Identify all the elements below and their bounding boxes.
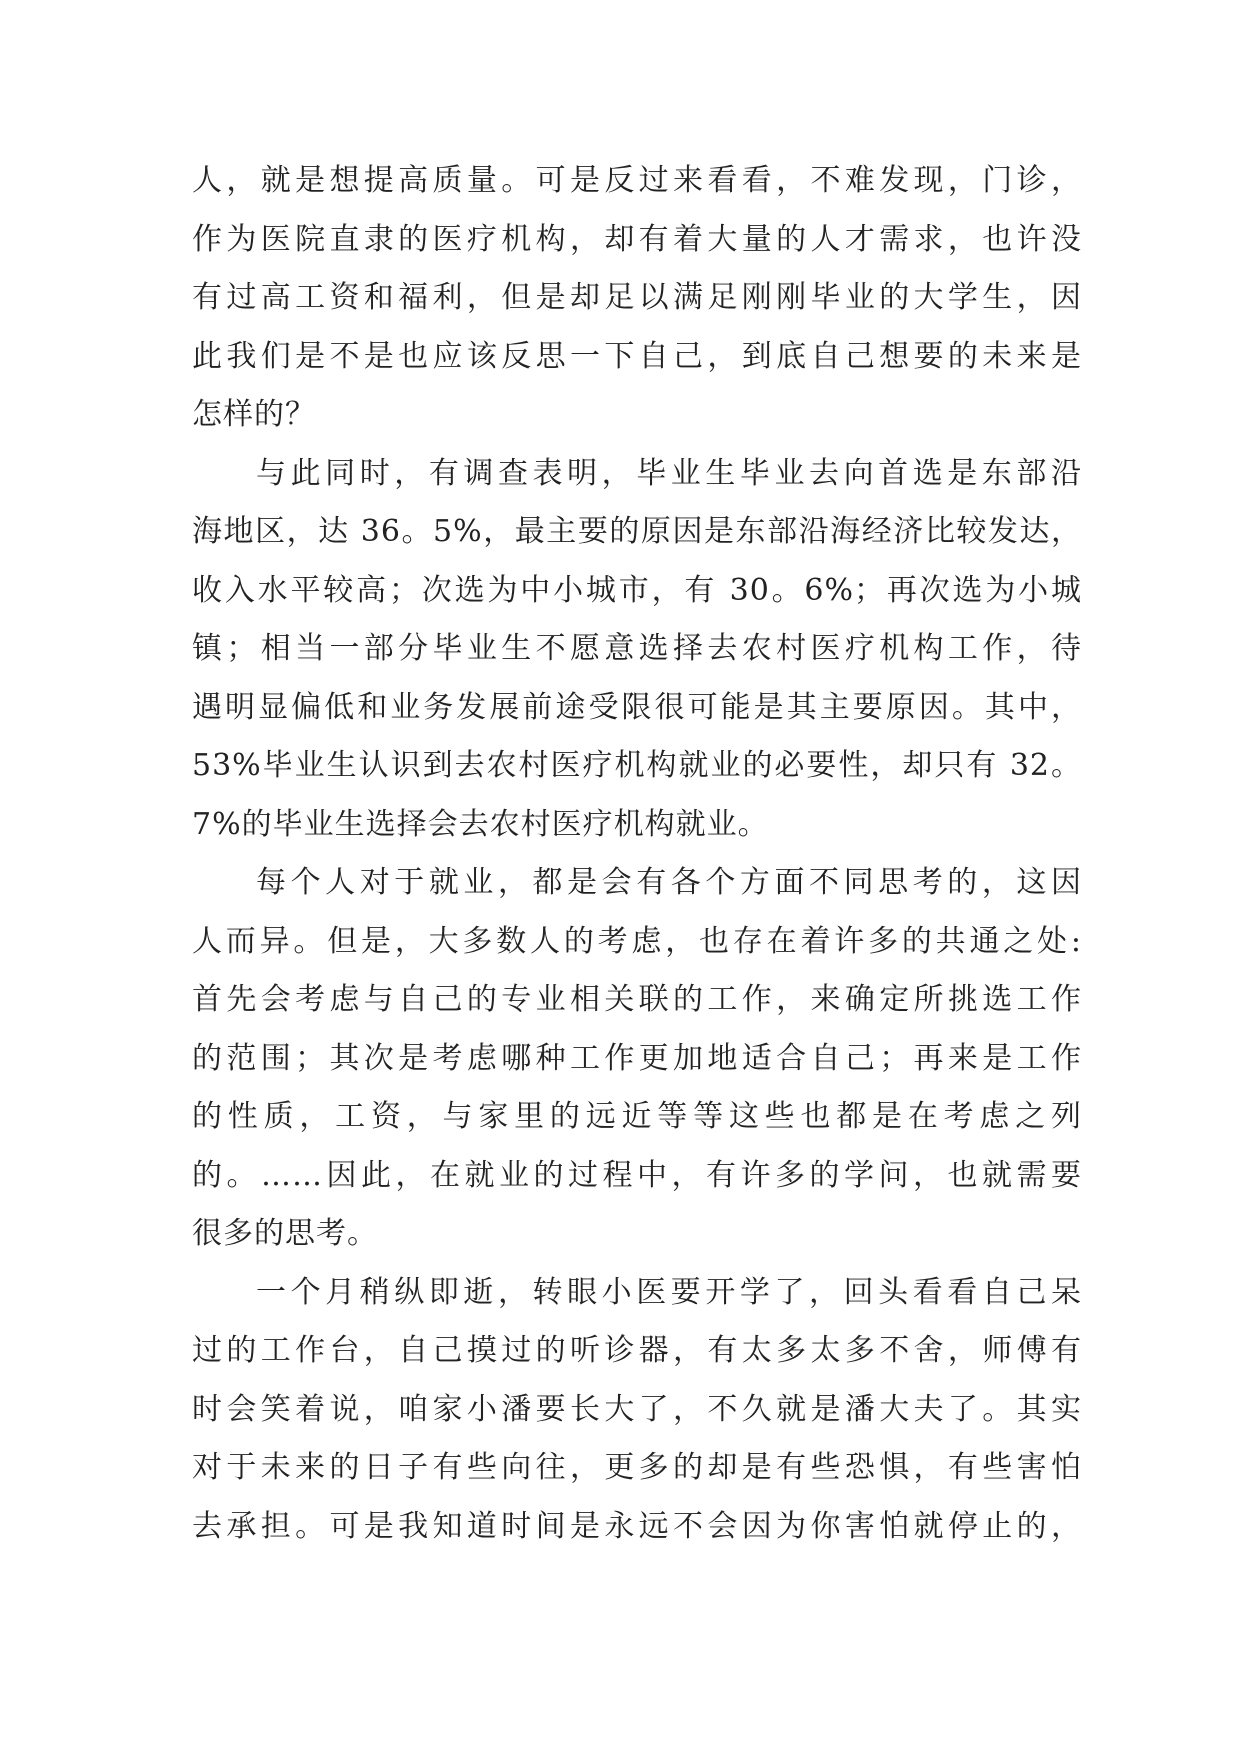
text-line: 7%的毕业生选择会去农村医疗机构就业。 xyxy=(192,806,769,842)
text-line: 遇明显偏低和业务发展前途受限很可能是其主要原因。其中， xyxy=(192,689,1082,725)
text-line: 时会笑着说，咱家小潘要长大了，不久就是潘大夫了。其实 xyxy=(192,1391,1082,1427)
body-text xyxy=(192,152,1082,1556)
text-line: 有过高工资和福利，但是却足以满足刚刚毕业的大学生，因 xyxy=(192,280,1082,315)
text-line: 海地区，达 36。5%，最主要的原因是东部沿海经济比较发达， xyxy=(192,514,1082,549)
text-line: 人，就是想提高质量。可是反过来看看，不难发现，门诊， xyxy=(192,163,1082,198)
paragraph-first-line: 每个人对于就业，都是会有各个方面不同思考的，这因 xyxy=(256,865,1082,900)
text-line: 过的工作台，自己摸过的听诊器，有太多太多不舍，师傅有 xyxy=(192,1333,1082,1368)
text-line: 人而异。但是，大多数人的考虑，也存在着许多的共通之处: xyxy=(192,923,1082,959)
text-line: 此我们是不是也应该反思一下自己，到底自己想要的未来是 xyxy=(192,338,1082,374)
text-line: 很多的思考。 xyxy=(192,1216,378,1251)
text-line: 怎样的？ xyxy=(192,397,316,432)
paragraph-first-line: 与此同时，有调查表明，毕业生毕业去向首选是东部沿 xyxy=(256,455,1082,491)
text-line: 的性质，工资，与家里的远近等等这些也都是在考虑之列 xyxy=(192,1099,1082,1134)
text-line: 收入水平较高；次选为中小城市，有 30。6%；再次选为小城 xyxy=(192,572,1082,608)
text-line: 镇；相当一部分毕业生不愿意选择去农村医疗机构工作，待 xyxy=(192,631,1082,666)
text-line: 53%毕业生认识到去农村医疗机构就业的必要性，却只有 32。 xyxy=(192,748,1082,783)
paragraph-first-line: 一个月稍纵即逝，转眼小医要开学了，回头看看自己呆 xyxy=(256,1274,1082,1310)
text-line: 的。……因此，在就业的过程中，有许多的学问，也就需要 xyxy=(192,1157,1082,1193)
text-line: 对于未来的日子有些向往，更多的却是有些恐惧，有些害怕 xyxy=(192,1450,1082,1485)
text-line: 首先会考虑与自己的专业相关联的工作，来确定所挑选工作 xyxy=(192,982,1082,1017)
text-line: 去承担。可是我知道时间是永远不会因为你害怕就停止的， xyxy=(192,1508,1082,1544)
text-line: 作为医院直隶的医疗机构，却有着大量的人才需求，也许没 xyxy=(192,221,1082,257)
text-line: 的范围；其次是考虑哪种工作更加地适合自己；再来是工作 xyxy=(192,1040,1082,1076)
